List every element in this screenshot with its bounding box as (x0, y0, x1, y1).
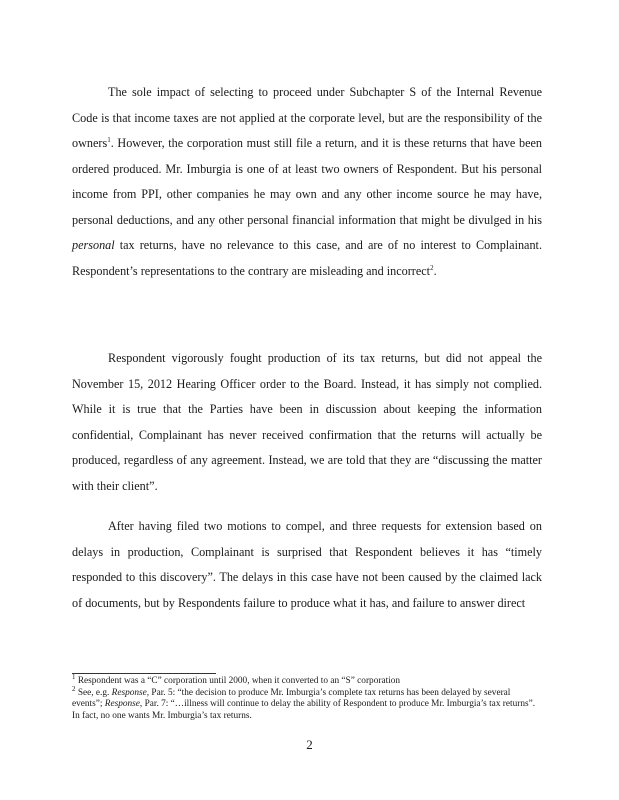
footnote-2: $^2$ See, e.g. Response, Par. 5: “the decision to produce Mr. Imburgia’s complete tax returns has been delayed by several events”; Response, Par. 7: “…illness will continue to delay the ability of Respondent to produce Mr. Imburgia’s tax returns”. In fact, no one wants Mr. Imburgia’s tax returns. (72, 684, 536, 721)
paragraph-refusal: Respondent vigorously fought production of its tax returns, but did not appeal the November 15, 2012 Hearing Officer order to the Board. Instead, it has simply not complied. While it is true that the Parties have been in discussion about keeping the information confidential, Complainant has never received confirmation that the returns will actually be produced, regardless of any agreement. Instead, we are told that they are “discussing the matter with their client”. (72, 351, 542, 493)
footnotes (72, 672, 542, 722)
page-number: 2 (306, 737, 313, 752)
paragraph-delays: After having filed two motions to compel, and three requests for extension based on delays in production, Complainant is surprised that Respondent believes it has “timely responded to this discovery”. The delays in this case have not been caused by the claimed lack of documents, but by Respondents failure to produce what it has, and failure to answer direct (72, 519, 542, 610)
footnote-ref-1: 1 (107, 135, 111, 144)
footnote-1: $^1$ Respondent was a “C” corporation until 2000, when it converted to an “S” corporation (72, 672, 401, 686)
footnote-divider (72, 673, 216, 674)
paragraph-subchapter-s: The sole impact of selecting to proceed under Subchapter S of the Internal Revenue Code is that income taxes are not applied at the corporate level, but are the responsibility of the owners$^1$. However, the corporation must still file a return, and it is these returns that have been ordered produced. Mr. Imburgia is one of at least two owners of Respondent. But his personal income from PPI, other companies he may own and any other income source he may have, personal deductions, and any other personal financial information that might be divulged in his personal tax returns, have no relevance to this case, and are of no interest to Complainant. Respondent’s representations to the contrary are misleading and incorrect$^2$. (72, 85, 542, 278)
footnote-ref-2: 2 (430, 263, 434, 272)
